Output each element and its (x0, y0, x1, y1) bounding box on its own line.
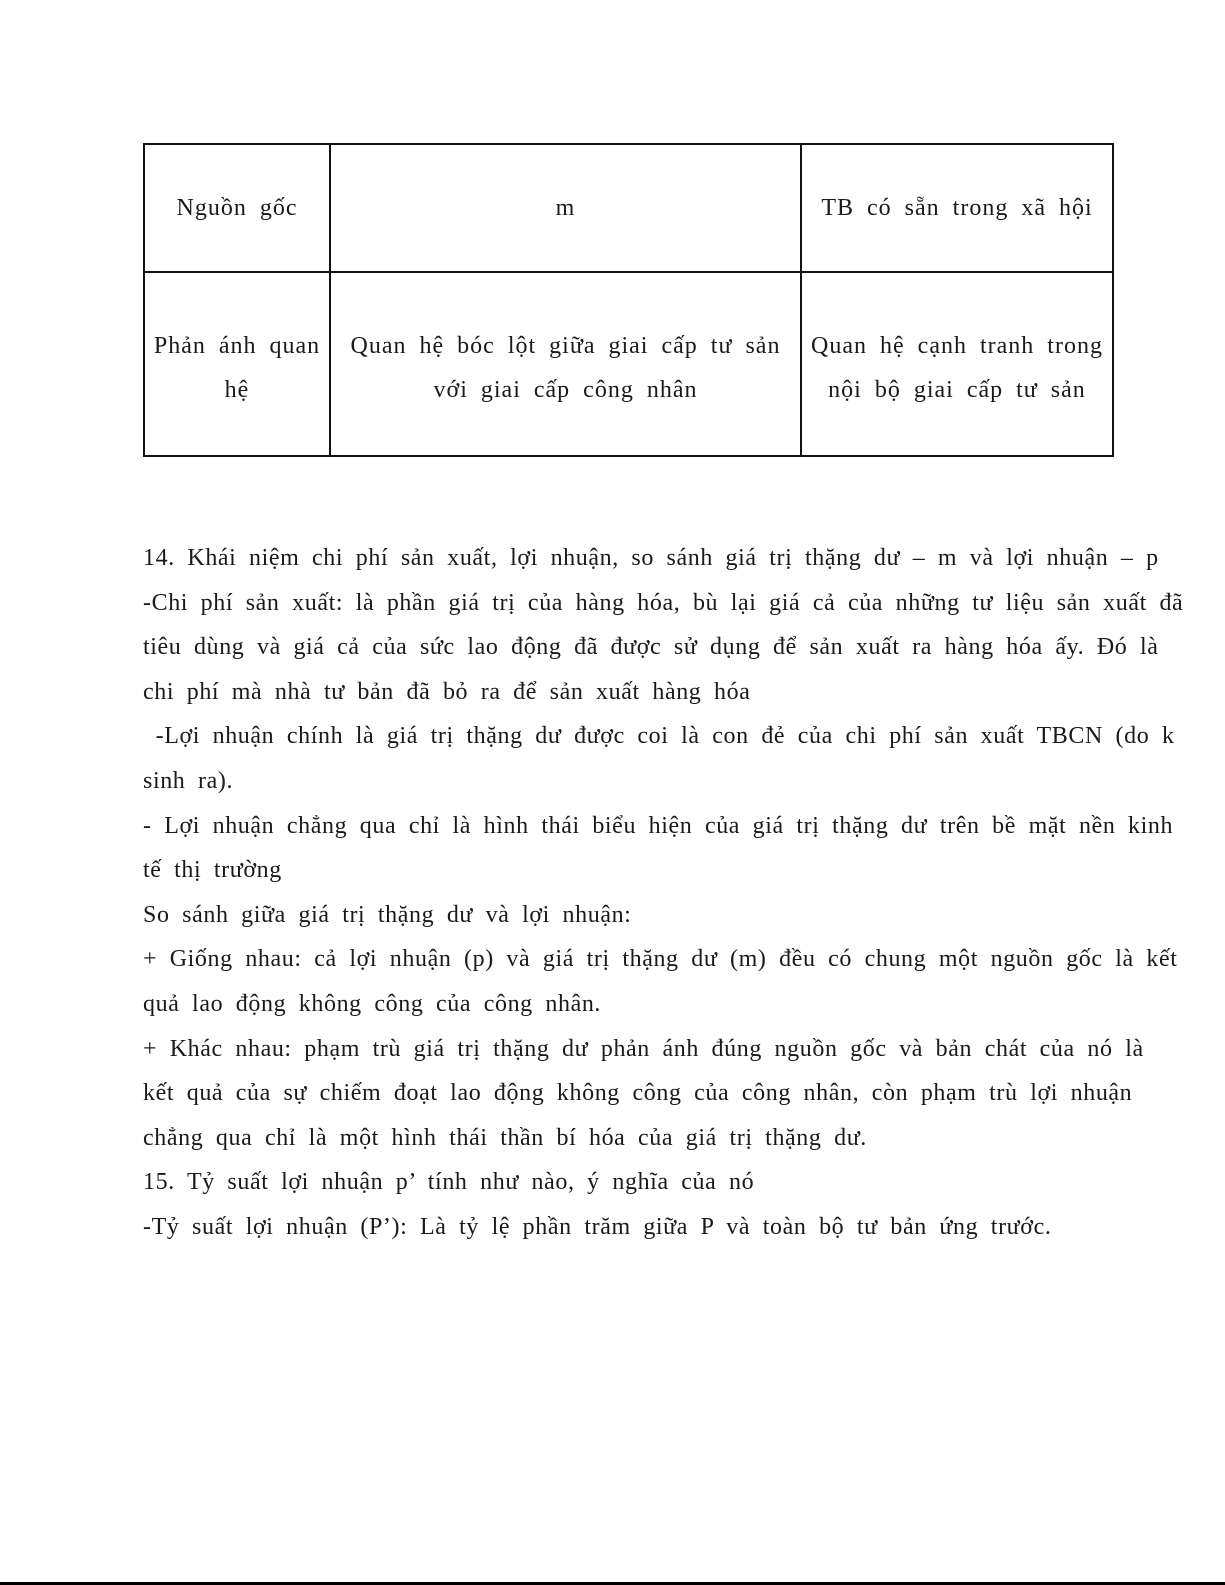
paragraph-line: quả lao động không công của công nhân. (143, 990, 602, 1017)
table-row (144, 272, 1113, 456)
document-body (143, 536, 1208, 1250)
paragraph-line: So sánh giữa giá trị thặng dư và lợi nhuận: (143, 901, 632, 928)
paragraph-line: - Lợi nhuận chẳng qua chỉ là hình thái biểu hiện của giá trị thặng dư trên bề mặt nền kinh (143, 812, 1174, 839)
table-cell-relation-p: Quan hệ cạnh tranh trong nội bộ giai cấp tư sản (801, 272, 1113, 456)
table-cell-origin-m: m (330, 144, 801, 272)
paragraph-line: -Lợi nhuận chính là giá trị thặng dư được coi là con đẻ của chi phí sản xuất TBCN (do k (143, 723, 1175, 750)
heading-15: 15. Tỷ suất lợi nhuận p’ tính như nào, ý nghĩa của nó (143, 1169, 755, 1196)
paragraph-line: sinh ra). (143, 767, 234, 794)
table-cell-origin-p: TB có sẵn trong xã hội (801, 144, 1113, 272)
table-cell-relation-m: Quan hệ bóc lột giữa giai cấp tư sản với giai cấp công nhân (330, 272, 801, 456)
paragraph-line: tế thị trường (143, 857, 282, 884)
paragraph-line: + Giống nhau: cả lợi nhuận (p) và giá trị thặng dư (m) đều có chung một nguồn gốc là kết (143, 946, 1178, 973)
table-cell-origin-label: Nguồn gốc (144, 144, 330, 272)
paragraph-line: + Khác nhau: phạm trù giá trị thặng dư phản ánh đúng nguồn gốc và bản chát của nó là (143, 1035, 1144, 1062)
paragraph-line: chẳng qua chỉ là một hình thái thần bí hóa của giá trị thặng dư. (143, 1124, 867, 1151)
table-row (144, 144, 1113, 272)
paragraph-line: tiêu dùng và giá cả của sức lao động đã được sử dụng để sản xuất ra hàng hóa ấy. Đó là (143, 634, 1159, 661)
paragraph-line: chi phí mà nhà tư bản đã bỏ ra để sản xuất hàng hóa (143, 678, 751, 705)
comparison-table (143, 143, 1114, 457)
heading-14: 14. Khái niệm chi phí sản xuất, lợi nhuận, so sánh giá trị thặng dư – m và lợi nhuận – p (143, 545, 1159, 571)
paragraph-line: -Tỷ suất lợi nhuận (P’): Là tỷ lệ phần trăm giữa P và toàn bộ tư bản ứng trước. (143, 1213, 1052, 1240)
paragraph-line: kết quả của sự chiếm đoạt lao động không công của công nhân, còn phạm trù lợi nhuận (143, 1080, 1133, 1107)
table-cell-relation-label: Phản ánh quan hệ (144, 272, 330, 456)
paragraph-line: -Chi phí sản xuất: là phần giá trị của hàng hóa, bù lại giá cả của những tư liệu sản xuất đã (143, 589, 1184, 616)
